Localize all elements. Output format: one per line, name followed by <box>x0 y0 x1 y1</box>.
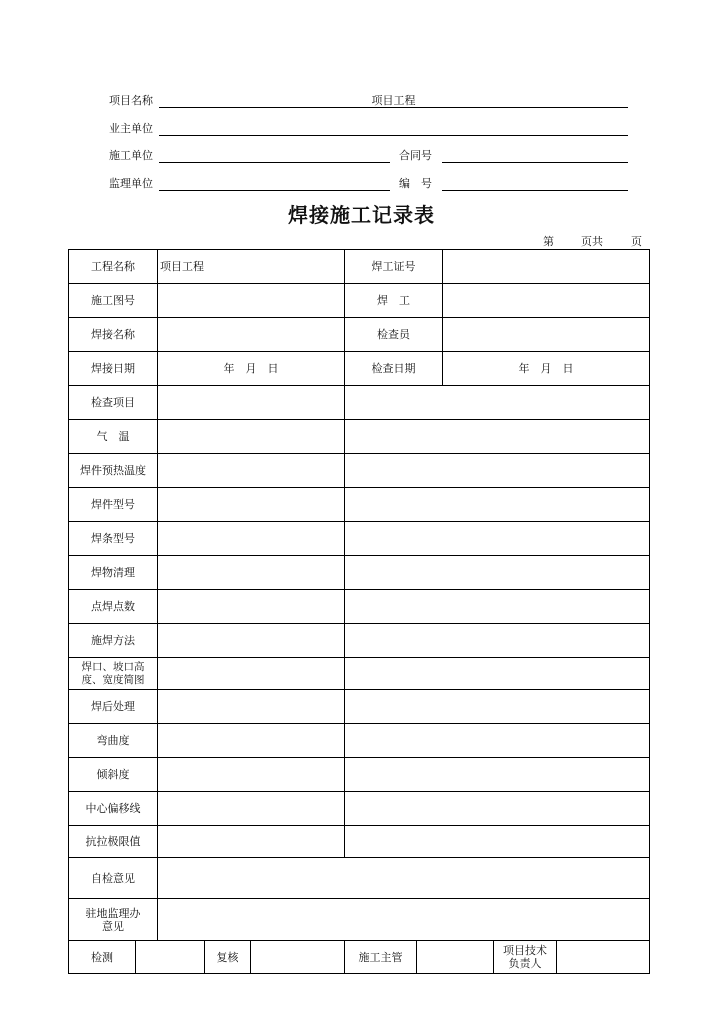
cleaning-label: 焊物清理 <box>68 555 158 590</box>
center-offset-value-b[interactable] <box>344 791 650 826</box>
check-item-label: 检查项目 <box>68 385 158 420</box>
preheat-temp-value-a[interactable] <box>157 453 345 488</box>
review-signature[interactable] <box>250 940 345 974</box>
part-model-value-b[interactable] <box>344 487 650 522</box>
weld-date-label: 焊接日期 <box>68 351 158 386</box>
spot-weld-count-value-b[interactable] <box>344 589 650 624</box>
curvature-label: 弯曲度 <box>68 723 158 758</box>
post-weld-label: 焊后处理 <box>68 689 158 724</box>
inclination-value-a[interactable] <box>157 757 345 792</box>
owner-label: 业主单位 <box>109 122 153 135</box>
check-item-value-b[interactable] <box>344 385 650 420</box>
weld-method-label: 施焊方法 <box>68 623 158 658</box>
construction-manager-signature[interactable] <box>416 940 494 974</box>
center-offset-value-a[interactable] <box>157 791 345 826</box>
serial-no-label: 编 号 <box>399 177 432 190</box>
preheat-temp-value-b[interactable] <box>344 453 650 488</box>
inspect-date-value[interactable]: 年 月 日 <box>442 351 650 386</box>
construction-manager-label: 施工主管 <box>344 940 417 974</box>
curvature-value-b[interactable] <box>344 723 650 758</box>
drawing-no-value[interactable] <box>157 283 345 318</box>
post-weld-value-b[interactable] <box>344 689 650 724</box>
project-name-label: 项目名称 <box>109 94 153 107</box>
inclination-value-b[interactable] <box>344 757 650 792</box>
groove-sketch-value-b[interactable] <box>344 657 650 690</box>
supervisor-opinion-label: 驻地监理办意见 <box>68 898 158 941</box>
groove-sketch-value-a[interactable] <box>157 657 345 690</box>
part-model-value-a[interactable] <box>157 487 345 522</box>
serial-no-line[interactable] <box>442 190 628 191</box>
temperature-value-b[interactable] <box>344 419 650 454</box>
drawing-no-label: 施工图号 <box>68 283 158 318</box>
page-prefix: 第 <box>543 235 554 248</box>
tensile-limit-value-a[interactable] <box>157 825 345 858</box>
post-weld-value-a[interactable] <box>157 689 345 724</box>
supervision-unit-line[interactable] <box>159 190 390 191</box>
part-model-label: 焊件型号 <box>68 487 158 522</box>
inspector-label: 检查员 <box>344 317 443 352</box>
contract-no-line[interactable] <box>442 162 628 163</box>
project-name-cell-label: 工程名称 <box>68 249 158 284</box>
electrode-model-value-b[interactable] <box>344 521 650 556</box>
weld-name-value[interactable] <box>157 317 345 352</box>
supervision-unit-label: 监理单位 <box>109 177 153 190</box>
welder-cert-value[interactable] <box>442 249 650 284</box>
electrode-model-label: 焊条型号 <box>68 521 158 556</box>
contract-no-label: 合同号 <box>399 149 432 162</box>
self-check-value[interactable] <box>157 857 650 899</box>
electrode-model-value-a[interactable] <box>157 521 345 556</box>
weld-date-value[interactable]: 年 月 日 <box>157 351 345 386</box>
page-title: 焊接施工记录表 <box>288 203 435 227</box>
curvature-value-a[interactable] <box>157 723 345 758</box>
spot-weld-count-value-a[interactable] <box>157 589 345 624</box>
temperature-value-a[interactable] <box>157 419 345 454</box>
cleaning-value-a[interactable] <box>157 555 345 590</box>
check-item-value-a[interactable] <box>157 385 345 420</box>
review-label: 复核 <box>204 940 251 974</box>
supervisor-opinion-value[interactable] <box>157 898 650 941</box>
tech-lead-label: 项目技术负责人 <box>493 940 557 974</box>
weld-method-value-a[interactable] <box>157 623 345 658</box>
spot-weld-count-label: 点焊点数 <box>68 589 158 624</box>
welder-cert-label: 焊工证号 <box>344 249 443 284</box>
construction-unit-label: 施工单位 <box>109 149 153 162</box>
preheat-temp-label: 焊件预热温度 <box>68 453 158 488</box>
groove-sketch-label: 焊口、坡口高度、宽度简图 <box>68 657 158 690</box>
inspection-signature[interactable] <box>135 940 205 974</box>
project-name-value: 项目工程 <box>371 94 416 107</box>
center-offset-label: 中心偏移线 <box>68 791 158 826</box>
owner-line[interactable] <box>159 135 628 136</box>
tech-lead-signature[interactable] <box>556 940 650 974</box>
inspector-value[interactable] <box>442 317 650 352</box>
tensile-limit-label: 抗拉极限值 <box>68 825 158 858</box>
inspection-label: 检测 <box>68 940 136 974</box>
welder-value[interactable] <box>442 283 650 318</box>
page-suffix: 页 <box>631 235 642 248</box>
inclination-label: 倾斜度 <box>68 757 158 792</box>
welder-label: 焊 工 <box>344 283 443 318</box>
project-name-cell-value[interactable]: 项目工程 <box>157 249 345 284</box>
page-total: 页共 <box>581 235 603 248</box>
construction-unit-line[interactable] <box>159 162 390 163</box>
weld-method-value-b[interactable] <box>344 623 650 658</box>
tensile-limit-value-b[interactable] <box>344 825 650 858</box>
temperature-label: 气 温 <box>68 419 158 454</box>
self-check-label: 自检意见 <box>68 857 158 899</box>
weld-name-label: 焊接名称 <box>68 317 158 352</box>
cleaning-value-b[interactable] <box>344 555 650 590</box>
inspect-date-label: 检查日期 <box>344 351 443 386</box>
